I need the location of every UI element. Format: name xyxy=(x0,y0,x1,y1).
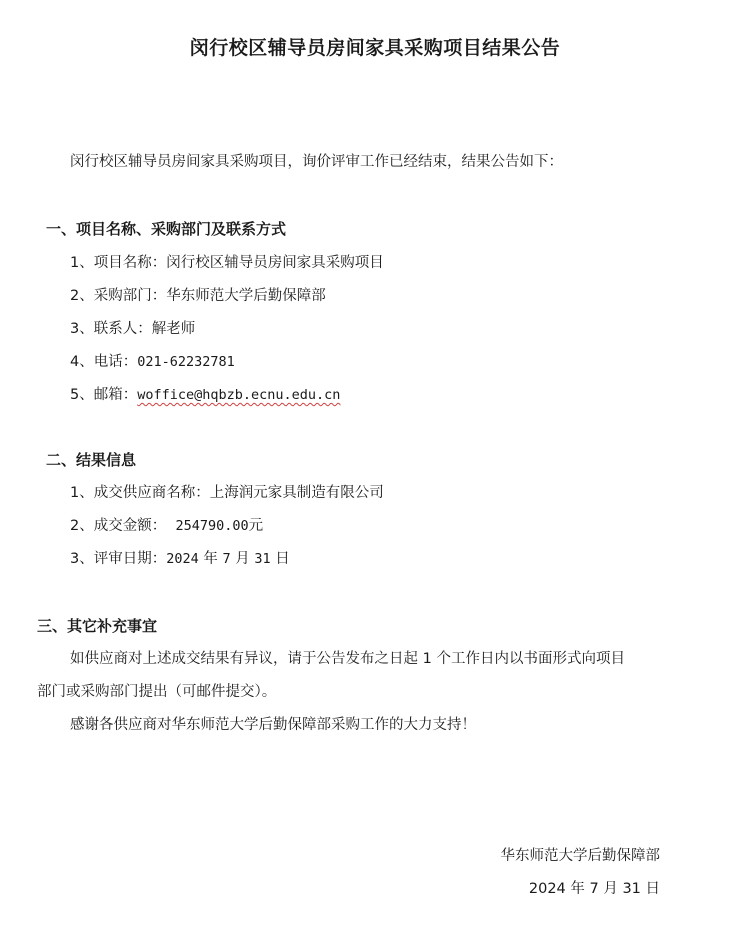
signature-organization: 华东师范大学后勤保障部 xyxy=(500,848,660,864)
objection-paragraph-line2: 部门或采购部门提出（可邮件提交）。 xyxy=(37,684,277,700)
amount-unit: 元 xyxy=(248,518,264,534)
section1-heading: 一、项目名称、采购部门及联系方式 xyxy=(46,220,287,238)
review-date-day: 31 xyxy=(254,551,271,567)
section3-heading: 三、其它补充事宜 xyxy=(37,617,158,635)
review-date-item xyxy=(70,549,290,569)
section2-heading: 二、结果信息 xyxy=(46,451,137,469)
phone-label: 4、电话： xyxy=(70,354,138,370)
review-date-month: 7 xyxy=(222,551,231,567)
supplier-item: 1、成交供应商名称：上海润元家具制造有限公司 xyxy=(70,485,384,501)
review-date-month-unit: 月 xyxy=(235,551,250,567)
signature-date: 2024 年 7 月 31 日 xyxy=(528,881,660,897)
contact-person-item: 3、联系人：解老师 xyxy=(70,321,196,337)
review-date-year: 2024 xyxy=(166,551,199,567)
email-link[interactable]: woffice@hqbzb.ecnu.edu.cn xyxy=(137,387,341,403)
page-title: 闵行校区辅导员房间家具采购项目结果公告 xyxy=(189,37,561,59)
purchasing-department-item: 2、采购部门：华东师范大学后勤保障部 xyxy=(70,288,326,304)
review-date-day-unit: 日 xyxy=(275,551,290,567)
thanks-paragraph: 感谢各供应商对华东师范大学后勤保障部采购工作的大力支持！ xyxy=(70,717,476,733)
amount-label: 2、成交金额： xyxy=(70,518,167,534)
intro-paragraph: 闵行校区辅导员房间家具采购项目，询价评审工作已经结束，结果公告如下： xyxy=(70,154,563,170)
amount-item xyxy=(70,516,263,536)
review-date-year-unit: 年 xyxy=(203,551,218,567)
objection-paragraph-line1: 如供应商对上述成交结果有异议，请于公告发布之日起 1 个工作日内以书面形式向项目 xyxy=(70,651,625,667)
phone-item xyxy=(70,352,235,372)
email-item xyxy=(70,385,340,405)
phone-value: 021-62232781 xyxy=(137,354,235,370)
amount-value: 254790.00 xyxy=(175,518,249,534)
project-name-item: 1、项目名称：闵行校区辅导员房间家具采购项目 xyxy=(70,255,384,271)
review-date-label: 3、评审日期： xyxy=(70,551,167,567)
email-label: 5、邮箱： xyxy=(70,387,138,403)
